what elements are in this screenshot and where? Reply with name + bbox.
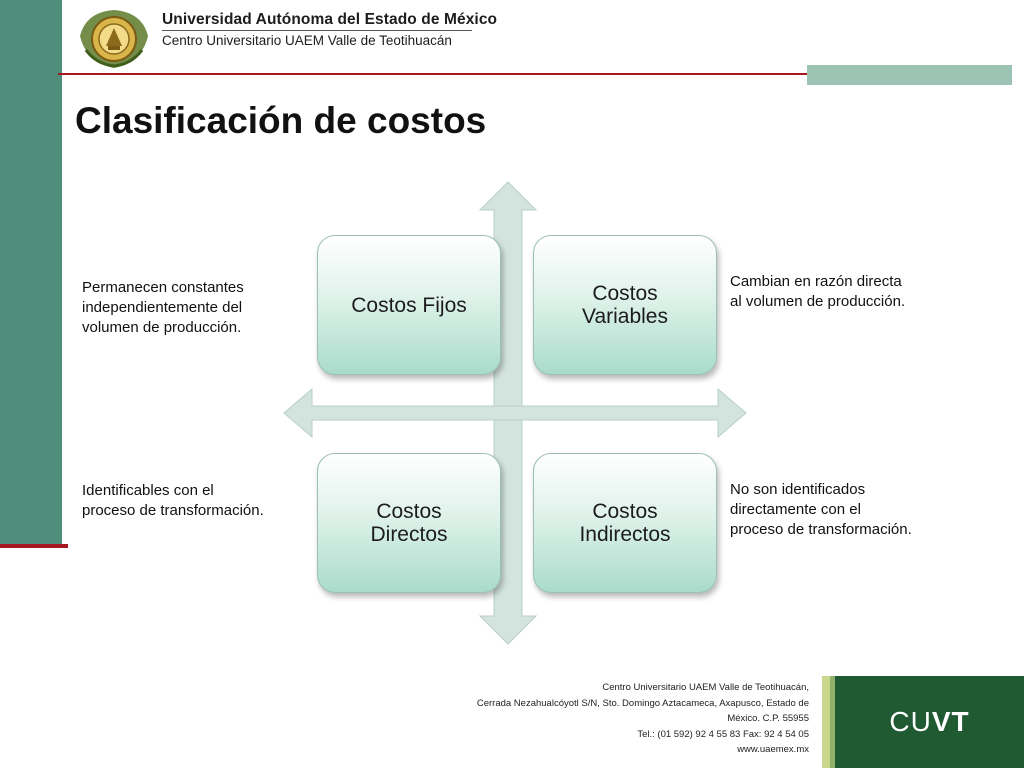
footer-stripe-light [822,676,830,768]
cuvt-logo-text [835,706,1024,738]
left-accent-red-line [0,544,68,548]
center-name: Centro Universitario UAEM Valle de Teotihuacán [162,33,452,48]
description-costos-indirectos: No son identificados directamente con el proceso de transformación. [730,481,912,538]
header-green-block [807,65,1012,85]
footer-address-line: Centro Universitario UAEM Valle de Teotihuacán, [602,682,809,693]
university-seal-icon [76,6,152,72]
description-costos-fijos: Permanecen constantes independientemente del volumen de producción. [82,279,244,336]
footer-website: www.uaemex.mx [737,744,809,755]
footer-address-line: México. C.P. 55955 [727,713,809,724]
left-accent-bar [0,0,62,545]
description-costos-directos: Identificables con el proceso de transformación. [82,482,264,519]
box-costos-fijos: Costos Fijos [317,235,501,375]
slide-title: Clasificación de costos [75,100,487,141]
footer-phone: Tel.: (01 592) 92 4 55 83 Fax: 92 4 54 05 [637,728,809,740]
header-divider [162,30,472,31]
university-name: Universidad Autónoma del Estado de México [162,11,498,28]
box-costos-directos: Costos Directos [317,453,501,593]
footer-address-line: Cerrada Nezahualcóyotl S/N, Sto. Domingo Aztacameca, Axapusco, Estado de [476,697,809,709]
description-costos-variables: Cambian en razón directa al volumen de producción. [730,273,906,310]
logo-part-cu: CU [889,706,932,737]
footer-address [477,680,809,758]
box-costos-indirectos: Costos Indirectos [533,453,717,593]
logo-part-vt: VT [931,706,970,737]
cuvt-logo [835,676,1024,768]
box-costos-variables: Costos Variables [533,235,717,375]
